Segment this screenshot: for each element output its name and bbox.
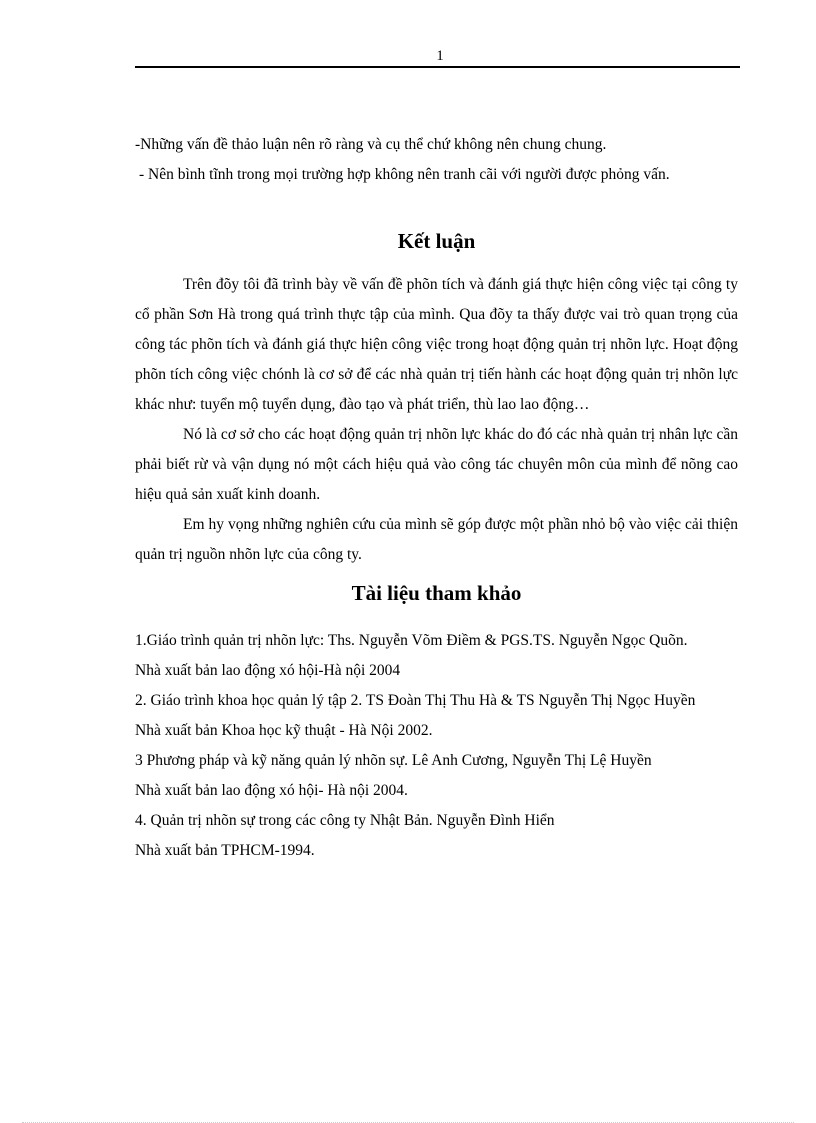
reference-title: 2. Giáo trình khoa học quản lý tập 2. TS Đoàn Thị Thu Hà & TS Nguyễn Thị Ngọc Huyền — [135, 692, 696, 709]
conclusion-heading: Kết luận — [397, 229, 476, 253]
references-heading: Tài liệu tham khảo — [351, 581, 522, 605]
conclusion-paragraph: Nó là cơ sở cho các hoạt động quản trị nhõn lực khác do đó các nhà quản trị nhân lực cần phải biết rừ và vận dụng nó một cách hiệu quả vào công tác chuyên môn của mình để nõng cao hiệu quả sản xuất kinh doanh. — [135, 426, 738, 503]
document-body — [135, 130, 738, 866]
reference-list — [135, 626, 738, 866]
reference-publisher: Nhà xuất bản TPHCM-1994. — [135, 842, 315, 859]
conclusion-paragraph: Em hy vọng những nghiên cứu của mình sẽ góp được một phần nhỏ bộ vào việc cải thiện quản trị nguồn nhõn lực của công ty. — [135, 516, 738, 563]
reference-publisher: Nhà xuất bản lao động xó hội- Hà nội 2004. — [135, 782, 408, 799]
reference-publisher: Nhà xuất bản lao động xó hội-Hà nội 2004 — [135, 662, 401, 679]
intro-paragraph: - Nên bình tĩnh trong mọi trường hợp không nên tranh cãi với người được phỏng vấn. — [139, 166, 670, 183]
reference-title: 1.Giáo trình quản trị nhõn lực: Ths. Nguyễn Võm Điềm & PGS.TS. Nguyễn Ngọc Quõn. — [135, 632, 688, 649]
conclusion-paragraph: Trên đõy tôi đã trình bày về vấn đề phõn tích và đánh giá thực hiện công việc tại công ty cổ phần Sơn Hà trong quá trình thực tập của mình. Qua đõy ta thấy được vai trò quan trọng của công tác phõn tích và đánh giá thực hiện công việc trong hoạt động quản trị nhõn lực. Hoạt động phõn tích công việc chónh là cơ sở để các nhà quản trị tiến hành các hoạt động quản trị nhõn lực khác như: tuyển mộ tuyển dụng, đào tạo và phát triển, thù lao lao động… — [135, 276, 738, 413]
reference-title: 4. Quản trị nhõn sự trong các công ty Nhật Bản. Nguyễn Đình Hiển — [135, 812, 555, 829]
page-number: 1 — [436, 48, 444, 64]
intro-paragraph: -Những vấn đề thảo luận nên rõ ràng và cụ thể chứ không nên chung chung. — [135, 136, 607, 153]
header-rule — [135, 66, 740, 68]
reference-title: 3 Phương pháp và kỹ năng quản lý nhõn sự. Lê Anh Cương, Nguyễn Thị Lệ Huyền — [135, 752, 652, 769]
reference-publisher: Nhà xuất bản Khoa học kỹ thuật - Hà Nội 2002. — [135, 722, 433, 739]
